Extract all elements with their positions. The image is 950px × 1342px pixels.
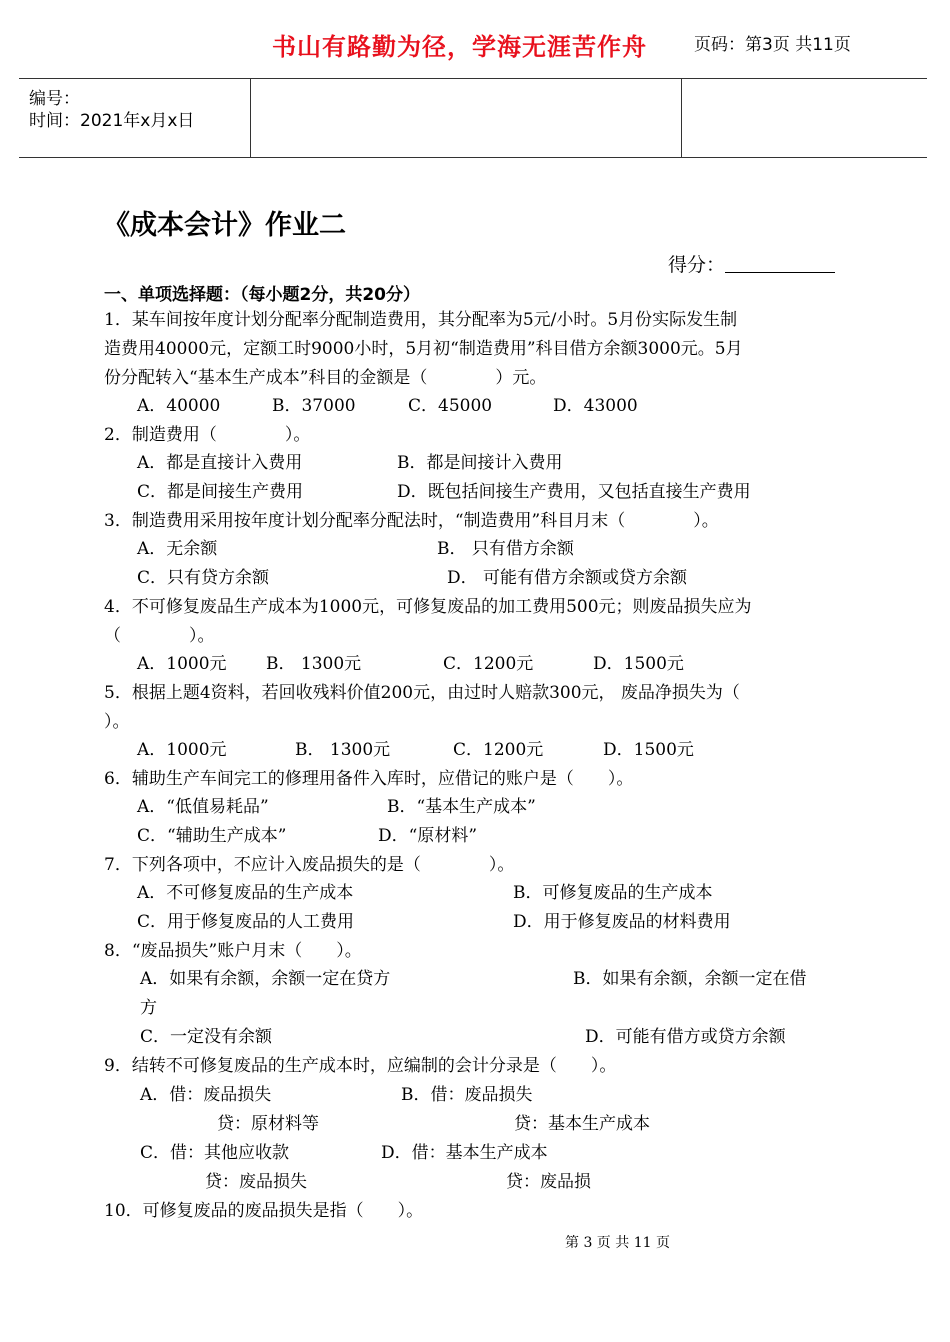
motto: 书山有路勤为径，学海无涯苦作舟 — [272, 33, 647, 61]
option: C．45000 — [408, 396, 493, 416]
option: D．1500元 — [603, 740, 694, 760]
question-text: 4．不可修复废品生产成本为1000元，可修复废品的加工费用500元；则废品损失应为 — [104, 597, 752, 617]
option: B．都是间接计入费用 — [397, 453, 563, 473]
serial-label: 编号： — [29, 89, 80, 109]
option: D．1500元 — [593, 654, 684, 674]
option: C．借：其他应收款 — [140, 1143, 290, 1163]
score-blank — [725, 256, 835, 273]
option: B． 1300元 — [266, 654, 362, 674]
option-continued: 贷：废品损 — [506, 1172, 591, 1192]
option: C．“辅助生产成本” — [137, 826, 287, 846]
question-text: 6．辅助生产车间完工的修理用备件入库时，应借记的账户是（ ）。 — [104, 769, 634, 789]
option: A．1000元 — [137, 740, 227, 760]
option: C．用于修复废品的人工费用 — [137, 912, 355, 932]
question-text: 9．结转不可修复废品的生产成本时，应编制的会计分录是（ ）。 — [104, 1056, 617, 1076]
option: C．1200元 — [443, 654, 534, 674]
score-label: 得分： — [668, 254, 726, 276]
option: B．可修复废品的生产成本 — [513, 883, 713, 903]
question-text: 5．根据上题4资料，若回收残料价值200元，由过时人赔款300元， 废品净损失为（ — [104, 683, 740, 703]
option: C．只有贷方余额 — [137, 568, 270, 588]
page-info: 页码：第3页 共11页 — [694, 35, 851, 55]
option: B．“基本生产成本” — [387, 797, 536, 817]
question-text: 7．下列各项中，不应计入废品损失的是（ ）。 — [104, 855, 515, 875]
option: A．都是直接计入费用 — [137, 453, 303, 473]
option: B． 1300元 — [295, 740, 391, 760]
question-text: ）。 — [104, 712, 130, 732]
question-text: 1．某车间按年度计划分配率分配制造费用，其分配率为5元/小时。5月份实际发生制 — [104, 310, 738, 330]
section-title: 一、单项选择题：（每小题2分，共20分） — [104, 285, 420, 305]
document-title: 《成本会计》作业二 — [103, 210, 346, 241]
document-header — [19, 78, 927, 158]
option-continued: 贷：原材料等 — [217, 1114, 319, 1134]
option: D．借：基本生产成本 — [381, 1143, 548, 1163]
option: C．都是间接生产费用 — [137, 482, 304, 502]
option: B．借：废品损失 — [401, 1085, 533, 1105]
question-text: 造费用40000元，定额工时9000小时，5月初“制造费用”科目借方余额3000元。5月 — [104, 339, 743, 359]
question-text: 3．制造费用采用按年度计划分配率分配法时，“制造费用”科目月末（ ）。 — [104, 511, 719, 531]
question-text: 8．“废品损失”账户月末（ ）。 — [104, 941, 362, 961]
score-field — [668, 250, 835, 277]
option: D．既包括间接生产费用，又包括直接生产费用 — [397, 482, 751, 502]
header-divider — [681, 79, 682, 157]
header-divider — [250, 79, 251, 157]
option: D． 可能有借方余额或贷方余额 — [447, 568, 688, 588]
option: B． 只有借方余额 — [437, 539, 574, 559]
option: D．43000 — [553, 396, 638, 416]
option: A．“低值易耗品” — [137, 797, 269, 817]
page-footer: 第 3 页 共 11 页 — [565, 1235, 670, 1251]
option: A．不可修复废品的生产成本 — [137, 883, 354, 903]
option: A．如果有余额，余额一定在贷方 — [140, 969, 391, 989]
option: D．可能有借方或贷方余额 — [585, 1027, 786, 1047]
option: B．37000 — [272, 396, 356, 416]
option: A．借：废品损失 — [140, 1085, 272, 1105]
option: C．一定没有余额 — [140, 1027, 273, 1047]
option: B．如果有余额，余额一定在借 — [573, 969, 807, 989]
option: A．1000元 — [137, 654, 227, 674]
option: A．无余额 — [137, 539, 218, 559]
question-text: 10．可修复废品的废品损失是指（ ）。 — [104, 1201, 424, 1221]
question-text: 份分配转入“基本生产成本”科目的金额是（ ）元。 — [104, 368, 547, 388]
option: C．1200元 — [453, 740, 544, 760]
question-text: 2．制造费用（ ）。 — [104, 425, 311, 445]
option-continued: 贷：基本生产成本 — [514, 1114, 650, 1134]
time-label: 时间：2021年x月x日 — [29, 111, 195, 131]
option-continued: 贷：废品损失 — [205, 1172, 307, 1192]
option: D．“原材料” — [378, 826, 478, 846]
option: D．用于修复废品的材料费用 — [513, 912, 731, 932]
option: A．40000 — [137, 396, 221, 416]
question-text: （ ）。 — [104, 626, 215, 646]
option-continued: 方 — [140, 998, 157, 1018]
